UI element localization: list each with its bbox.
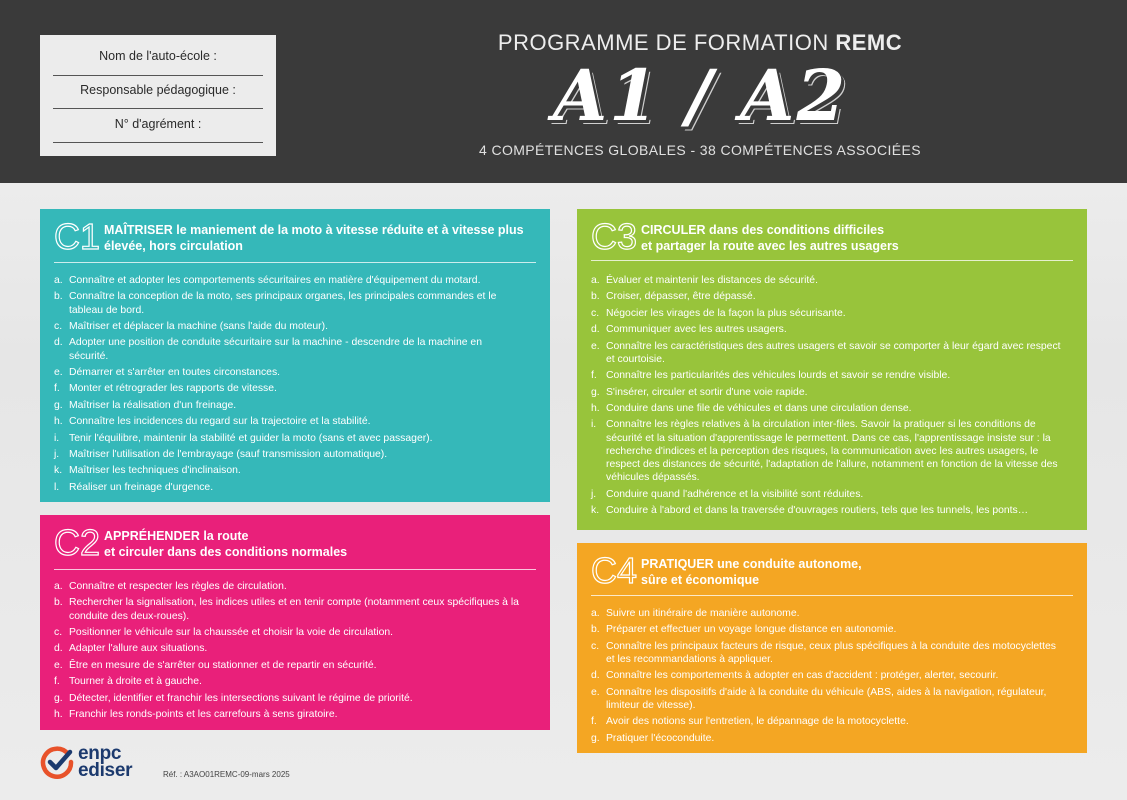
item-text: Adopter une position de conduite sécuritaire sur la machine - descendre de la machine en sécurité. — [69, 337, 482, 362]
item-text: Suivre un itinéraire de manière autonome. — [606, 608, 800, 619]
competence-list — [54, 274, 524, 497]
competence-item — [591, 307, 1061, 320]
competence-item — [591, 386, 1061, 399]
logo-wordmark: enpc ediser — [78, 743, 133, 781]
item-text: Connaître et adopter les comportements sécuritaires en matière d'équipement du motard. — [69, 275, 481, 286]
item-letter: e. — [591, 686, 600, 698]
card-heading: CIRCULER dans des conditions difficiles et partager la route avec les autres usagers — [641, 223, 899, 253]
competence-item — [591, 340, 1061, 366]
program-title: PROGRAMME DE FORMATION REMC — [497, 30, 903, 55]
item-text: Évaluer et maintenir les distances de sécurité. — [606, 275, 818, 286]
item-text: Tourner à droite et à gauche. — [69, 676, 202, 688]
competence-item — [591, 488, 1061, 501]
competence-item — [591, 290, 1061, 303]
item-letter: c. — [591, 640, 600, 652]
card-number: C4 — [591, 550, 638, 591]
item-letter: f. — [591, 370, 597, 382]
item-text: Conduire dans une file de véhicules et dans une circulation dense. — [606, 402, 912, 414]
competence-card-c1 — [40, 209, 550, 502]
item-text: Positionner le véhicule sur la chaussée et choisir la voie de circulation. — [69, 626, 394, 638]
item-text: S'insérer, circuler et sortir d'une voie rapide. — [606, 386, 808, 398]
competence-card-c4 — [577, 543, 1087, 753]
competence-item — [54, 642, 524, 655]
competence-item — [54, 382, 524, 395]
item-text: Communiquer avec les autres usagers. — [606, 324, 787, 336]
item-letter: e. — [54, 366, 63, 378]
competence-item — [591, 732, 1061, 745]
item-text: Rechercher la signalisation, les indices utiles et en tenir compte (notamment ceux spécifiques à la conduite des deux-roues). — [69, 597, 519, 622]
item-letter: c. — [591, 307, 600, 319]
item-letter: k. — [591, 504, 600, 516]
item-text: Maîtriser et déplacer la machine (sans l'aide du moteur). — [69, 320, 328, 332]
competence-item — [591, 623, 1061, 636]
item-text: Connaître les particularités des véhicules lourds et savoir se rendre visible. — [606, 370, 951, 382]
item-text: Réaliser un freinage d'urgence. — [69, 481, 214, 493]
item-letter: l. — [54, 481, 60, 493]
item-text: Franchir les ronds-points et les carrefours à sens giratoire. — [69, 708, 338, 720]
competence-item — [54, 290, 524, 316]
competence-item — [54, 448, 524, 461]
card-divider — [591, 260, 1073, 261]
item-letter: d. — [591, 670, 600, 682]
item-letter: a. — [591, 608, 600, 619]
card-divider — [591, 595, 1073, 596]
item-text: Être en mesure de s'arrêter ou stationner et de repartir en sécurité. — [69, 659, 377, 671]
competence-item — [54, 432, 524, 445]
item-text: Croiser, dépasser, être dépassé. — [606, 291, 756, 303]
competence-item — [591, 669, 1061, 682]
item-text: Connaître les principaux facteurs de risque, ceux plus spécifiques à la conduite des motocyclettes et les recommandations à appliquer. — [606, 640, 1056, 665]
item-text: Maîtriser l'utilisation de l'embrayage (sauf transmission automatique). — [69, 448, 388, 460]
item-letter: g. — [591, 732, 600, 744]
item-letter: b. — [54, 291, 63, 303]
item-text: Avoir des notions sur l'entretien, le dépannage de la motocyclette. — [606, 716, 909, 728]
competence-item — [591, 686, 1061, 712]
card-number: C3 — [591, 216, 638, 257]
item-letter: b. — [54, 597, 63, 609]
competence-item — [54, 626, 524, 639]
item-text: Conduire à l'abord et dans la traversée d'ouvrages routiers, tels que les tunnels, les ponts… — [606, 504, 1029, 516]
competence-list — [54, 580, 524, 724]
item-letter: h. — [54, 708, 63, 720]
item-letter: f. — [54, 383, 60, 395]
competence-list — [591, 274, 1061, 520]
competence-list — [591, 607, 1061, 748]
item-letter: g. — [54, 399, 63, 411]
competence-item — [591, 715, 1061, 728]
item-text: Préparer et effectuer un voyage longue distance en autonomie. — [606, 624, 897, 636]
competence-item — [54, 708, 524, 721]
approval-number-label: N° d'agrément : — [114, 117, 202, 131]
item-letter: k. — [54, 465, 63, 477]
card-divider — [54, 262, 536, 263]
item-letter: e. — [591, 340, 600, 352]
item-text: Connaître les comportements à adopter en cas d'accident : protéger, alerter, secourir. — [606, 670, 999, 682]
item-text: Connaître la conception de la moto, ses principaux organes, les principales commandes et le tableau de bord. — [69, 291, 497, 316]
item-letter: f. — [591, 716, 597, 728]
item-text: Connaître les caractéristiques des autres usagers et savoir se comporter à leur égard avec respect et courtoisie. — [606, 340, 1061, 365]
item-text: Pratiquer l'écoconduite. — [606, 732, 715, 744]
competence-item — [54, 659, 524, 672]
item-letter: a. — [591, 275, 600, 286]
item-letter: d. — [591, 324, 600, 336]
item-text: Conduire quand l'adhérence et la visibilité sont réduites. — [606, 488, 864, 500]
school-info-box — [40, 35, 276, 156]
competence-item — [54, 675, 524, 688]
competence-item — [54, 320, 524, 333]
item-letter: c. — [54, 320, 63, 332]
competence-item — [591, 369, 1061, 382]
item-letter: a. — [54, 275, 63, 286]
competence-item — [591, 640, 1061, 666]
item-letter: g. — [54, 692, 63, 704]
card-heading: MAÎTRISER le maniement de la moto à vitesse réduite et à vitesse plus élevée, hors circulation — [104, 223, 524, 253]
competences-subtitle: 4 COMPÉTENCES GLOBALES - 38 COMPÉTENCES ASSOCIÉES — [478, 142, 922, 158]
competence-item — [54, 481, 524, 494]
item-text: Tenir l'équilibre, maintenir la stabilité et guider la moto (sans et avec passager). — [69, 432, 433, 444]
header-band — [0, 0, 1127, 183]
school-name-line[interactable] — [53, 75, 263, 76]
competence-item — [54, 596, 524, 622]
competence-item — [54, 399, 524, 412]
competence-item — [54, 336, 524, 362]
item-text: Négocier les virages de la façon la plus sécurisante. — [606, 307, 846, 319]
approval-number-line[interactable] — [53, 142, 263, 143]
competence-item — [54, 692, 524, 705]
item-text: Connaître les incidences du regard sur la trajectoire et la stabilité. — [69, 416, 371, 428]
item-letter: h. — [591, 402, 600, 414]
item-letter: j. — [591, 488, 597, 500]
item-letter: c. — [54, 626, 63, 638]
item-text: Maîtriser les techniques d'inclinaison. — [69, 465, 241, 477]
item-text: Monter et rétrograder les rapports de vitesse. — [69, 383, 277, 395]
competence-item — [591, 504, 1061, 517]
item-letter: j. — [54, 448, 60, 460]
competence-item — [54, 580, 524, 593]
competence-item — [54, 366, 524, 379]
item-text: Maîtriser la réalisation d'un freinage. — [69, 399, 237, 411]
competence-card-c2 — [40, 515, 550, 730]
school-name-label: Nom de l'auto-école : — [99, 49, 217, 63]
competence-item — [591, 323, 1061, 336]
item-letter: d. — [54, 337, 63, 349]
competence-card-c3 — [577, 209, 1087, 530]
item-letter: b. — [591, 291, 600, 303]
item-letter: e. — [54, 659, 63, 671]
competence-item — [591, 607, 1061, 620]
card-heading: PRATIQUER une conduite autonome, sûre et économique — [641, 557, 862, 587]
item-letter: g. — [591, 386, 600, 398]
competence-item — [591, 402, 1061, 415]
item-text: Connaître et respecter les règles de circulation. — [69, 581, 287, 592]
license-title: A1 / A2 — [552, 54, 848, 137]
competence-item — [54, 464, 524, 477]
item-letter: f. — [54, 676, 60, 688]
item-text: Détecter, identifier et franchir les intersections suivant le régime de priorité. — [69, 692, 413, 704]
card-heading: APPRÉHENDER la route et circuler dans des conditions normales — [104, 529, 348, 559]
item-text: Connaître les dispositifs d'aide à la conduite du véhicule (ABS, aides à la navigation, régulateur, limiteur de vitesse). — [606, 686, 1047, 711]
card-number: C2 — [54, 522, 101, 563]
competence-item — [591, 274, 1061, 287]
pedagogical-manager-line[interactable] — [53, 108, 263, 109]
card-number: C1 — [54, 216, 101, 257]
item-letter: h. — [54, 416, 63, 428]
item-letter: d. — [54, 643, 63, 655]
item-letter: i. — [54, 432, 60, 444]
pedagogical-manager-label: Responsable pédagogique : — [80, 83, 236, 97]
item-letter: b. — [591, 624, 600, 636]
item-text: Connaître les règles relatives à la circulation inter-files. Savoir la pratiquer si les conditions de sécurité et la situation d'apprentissage le permettent. Dans ce cas, l'apprentissage insiste sur : la recherche d'indices et la perception des risques, la communication avec les autres usagers, le respect des distances de sécurité, l'adaptation de l'allure, notamment en fonction de la vitesse des véhicules dépassés. — [606, 419, 1058, 484]
item-letter: i. — [591, 419, 597, 431]
card-divider — [54, 569, 536, 570]
item-letter: a. — [54, 581, 63, 592]
competence-item — [54, 274, 524, 287]
competence-item — [54, 415, 524, 428]
competence-item — [591, 418, 1061, 484]
publisher-logo — [40, 745, 160, 785]
item-text: Démarrer et s'arrêter en toutes circonstances. — [69, 366, 281, 378]
document-reference: Réf. : A3AO01REMC-09-mars 2025 — [163, 770, 290, 779]
checkmark-circle-icon — [40, 745, 74, 779]
item-text: Adapter l'allure aux situations. — [69, 643, 208, 655]
